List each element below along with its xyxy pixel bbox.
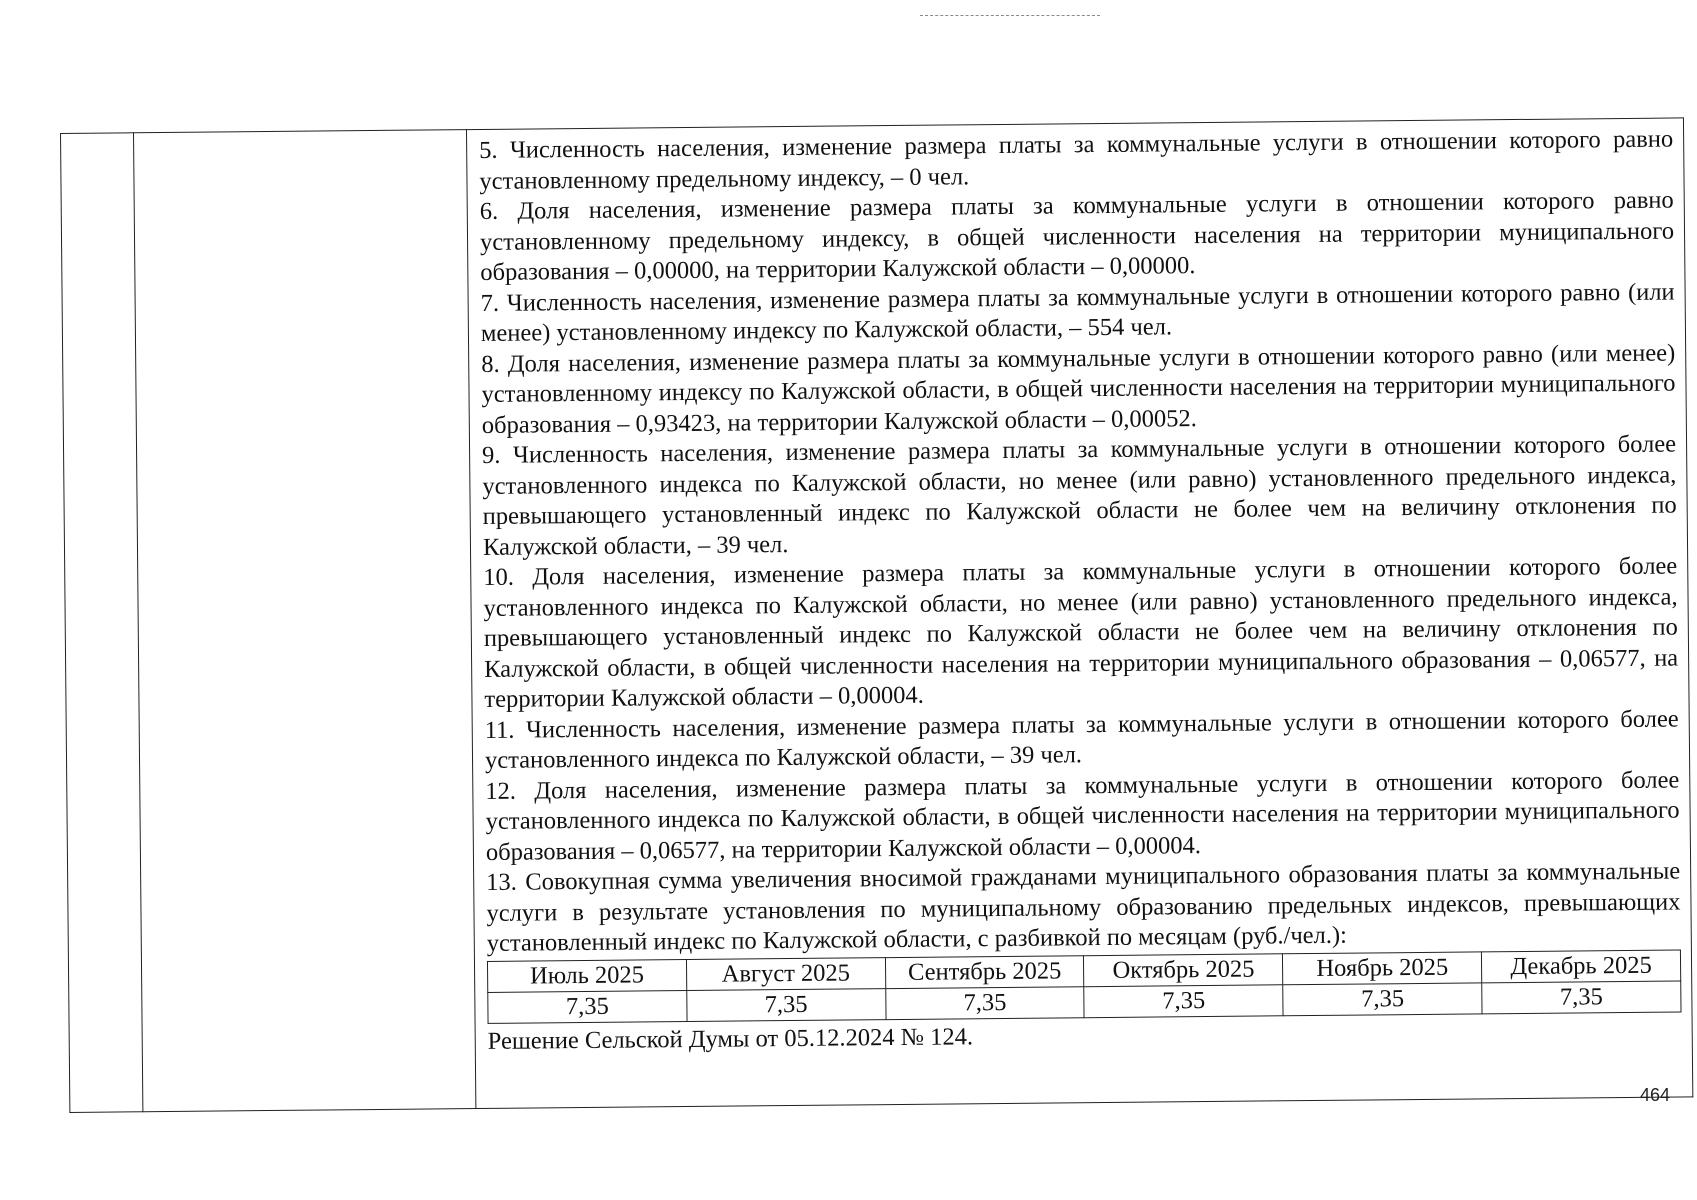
indicator-item-13: 13. Совокупная сумма увеличения вносимой гражданами муниципального образования платы за коммунальные услуги в результате установления по муниципальному образованию предельных индексов, превышающих установленный индекс по Калужской области, с разбивкой по месяцам (руб./чел.): [486,857,1681,957]
page-number: 464 [1640,1085,1671,1105]
decision-reference: Решение Сельской Думы от 05.12.2024 № 124. [487,1022,974,1055]
month-value: 7,35 [488,990,687,1023]
indicator-item-6: 6. Доля населения, изменение размера платы за коммунальные услуги в отношении которого равно установленному предельному индексу, в общей численности населения на территории муниципального образования – 0,00000, на территории Калужской области – 0,00000. [479,186,1675,286]
monthly-sum-table [487,949,1682,1023]
month-value: 7,35 [687,988,886,1021]
month-header: Ноябрь 2025 [1283,951,1482,984]
indicator-item-8: 8. Доля населения, изменение размера платы за коммунальные услуги в отношении которого равно (или менее) установленному индексу по Калужской области, в общей численности населения на территории муниципального образования – 0,93423, на территории Калужской области – 0,00052. [481,339,1676,439]
document-table [60,117,1693,1113]
month-value: 7,35 [1084,984,1283,1017]
indicator-item-5: 5. Численность населения, изменение размера платы за коммунальные услуги в отношении которого равно установленному предельному индексу, – 0 чел. [479,125,1674,195]
month-value: 7,35 [885,986,1084,1019]
indicator-item-7: 7. Численность населения, изменение размера платы за коммунальные услуги в отношении которого равно (или менее) установленному индексу по Калужской области, – 554 чел. [480,278,1675,347]
indicator-item-10: 10. Доля населения, изменение размера платы за коммунальные услуги в отношении которого более установленного индекса по Калужской области, но менее (или равно) установленного предельного индекса, превышающего установленный индекс по Калужской области не более чем на величину отклонения по Калужской области, в общей численности населения на территории муниципального образования – 0,06577, на территории Калужской области – 0,00004. [483,552,1679,713]
number-cell [61,133,143,1113]
municipality-cell [134,130,476,1112]
month-header: Декабрь 2025 [1482,949,1681,982]
indicator-item-9: 9. Численность населения, изменение размера платы за коммунальные услуги в отношении которого более установленного индекса по Калужской области, но менее (или равно) установленного предельного индекса, превышающего установленный индекс по Калужской области не более чем на величину отклонения по Калужской области, – 39 чел. [481,430,1677,561]
top-scan-mark [920,15,1100,16]
month-header: Сентябрь 2025 [885,955,1084,988]
month-header: Октябрь 2025 [1084,953,1283,986]
table-row [61,118,1693,1113]
indicator-item-11: 11. Численность населения, изменение размера платы за коммунальные услуги в отношении которого более установленного индекса по Калужской области, – 39 чел. [484,704,1679,774]
month-header: Август 2025 [686,957,885,990]
indicator-item-12: 12. Доля населения, изменение размера платы за коммунальные услуги в отношении которого более установленного индекса по Калужской области, в общей численности населения на территории муниципального образования – 0,06577, на территории Калужской области – 0,00004. [485,765,1680,866]
month-value: 7,35 [1482,980,1681,1013]
indicators-cell [466,118,1692,1109]
month-header: Июль 2025 [487,959,686,992]
month-value: 7,35 [1283,982,1482,1015]
